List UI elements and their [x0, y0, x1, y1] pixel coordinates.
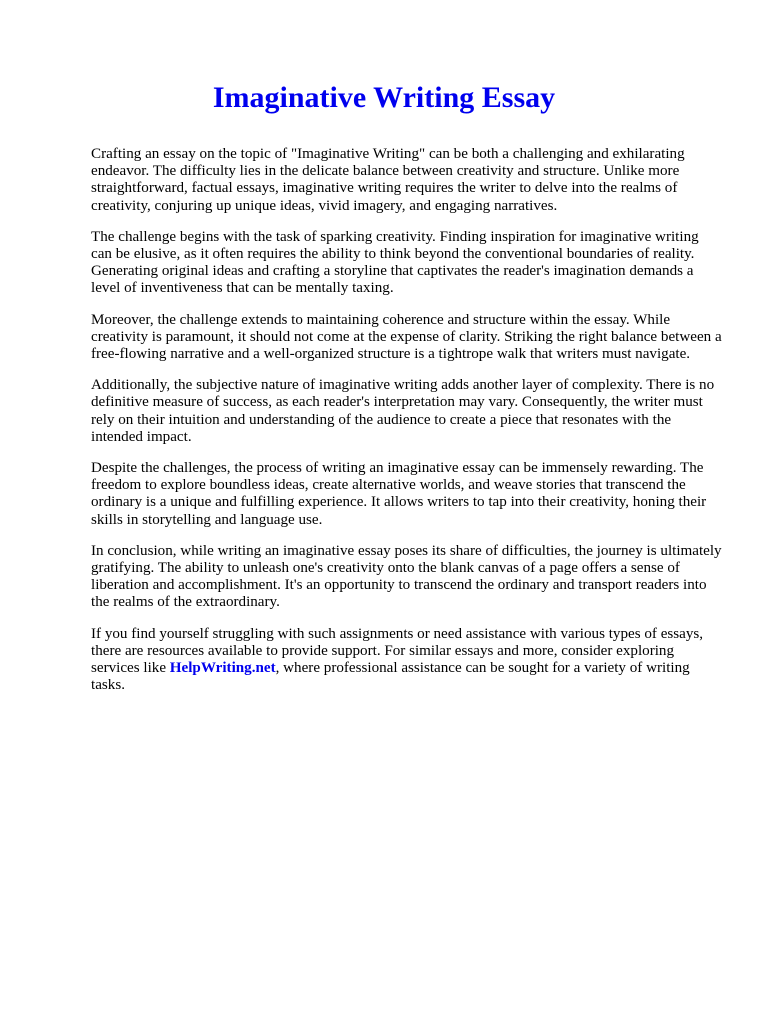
closing-paragraph — [91, 626, 723, 695]
closing-text-after-link: , where professional assistance can be sought for a variety of writing tasks. — [91, 660, 690, 694]
helpwriting-link[interactable]: HelpWriting.net — [169, 660, 276, 677]
page-title: Imaginative Writing Essay — [212, 81, 556, 114]
paragraph-5: Despite the challenges, the process of writing an imaginative essay can be immensely rewarding. The freedom to explore boundless ideas, create alternative worlds, and weave stories that transcend the ordinary is a unique and fulfilling experience. It allows writers to tap into their creativity, honing their skills in storytelling and language use. — [91, 460, 707, 528]
closing-text-before-link: If you find yourself struggling with such assignments or need assistance with various types of essays, there are resources available to provide support. For similar essays and more, consider exploring services like — [91, 625, 704, 677]
paragraph-2: The challenge begins with the task of sparking creativity. Finding inspiration for imaginative writing can be elusive, as it often requires the ability to think beyond the conventional boundaries of reality. Generating original ideas and crafting a storyline that captivates the reader's imagination demands a level of inventiveness that can be mentally taxing. — [91, 228, 699, 297]
paragraph-3: Moreover, the challenge extends to maintaining coherence and structure within the essay. While creativity is paramount, it should not come at the expense of clarity. Striking the right balance between a free-flowing narrative and a well-organized structure is a tightrope walk that writers must navigate. — [91, 311, 722, 363]
paragraph-4: Additionally, the subjective nature of imaginative writing adds another layer of complexity. There is no definitive measure of success, as each reader's interpretation may vary. Consequently, the writer must rely on their intuition and understanding of the audience to create a piece that resonates with the intended impact. — [91, 377, 715, 445]
paragraph-1: Crafting an essay on the topic of "Imaginative Writing" can be both a challenging and exhilarating endeavor. The difficulty lies in the delicate balance between creativity and structure. Unlike more straightforward, factual essays, imaginative writing requires the writer to delve into the realms of creativity, conjuring up unique ideas, vivid imagery, and engaging narratives. — [91, 146, 685, 214]
essay-body — [91, 146, 723, 708]
paragraph-6: In conclusion, while writing an imaginative essay poses its share of difficulties, the journey is ultimately gratifying. The ability to unleash one's creativity onto the blank canvas of a page offers a sense of liberation and accomplishment. It's an opportunity to transcend the ordinary and transport readers into the realms of the extraordinary. — [91, 542, 722, 611]
